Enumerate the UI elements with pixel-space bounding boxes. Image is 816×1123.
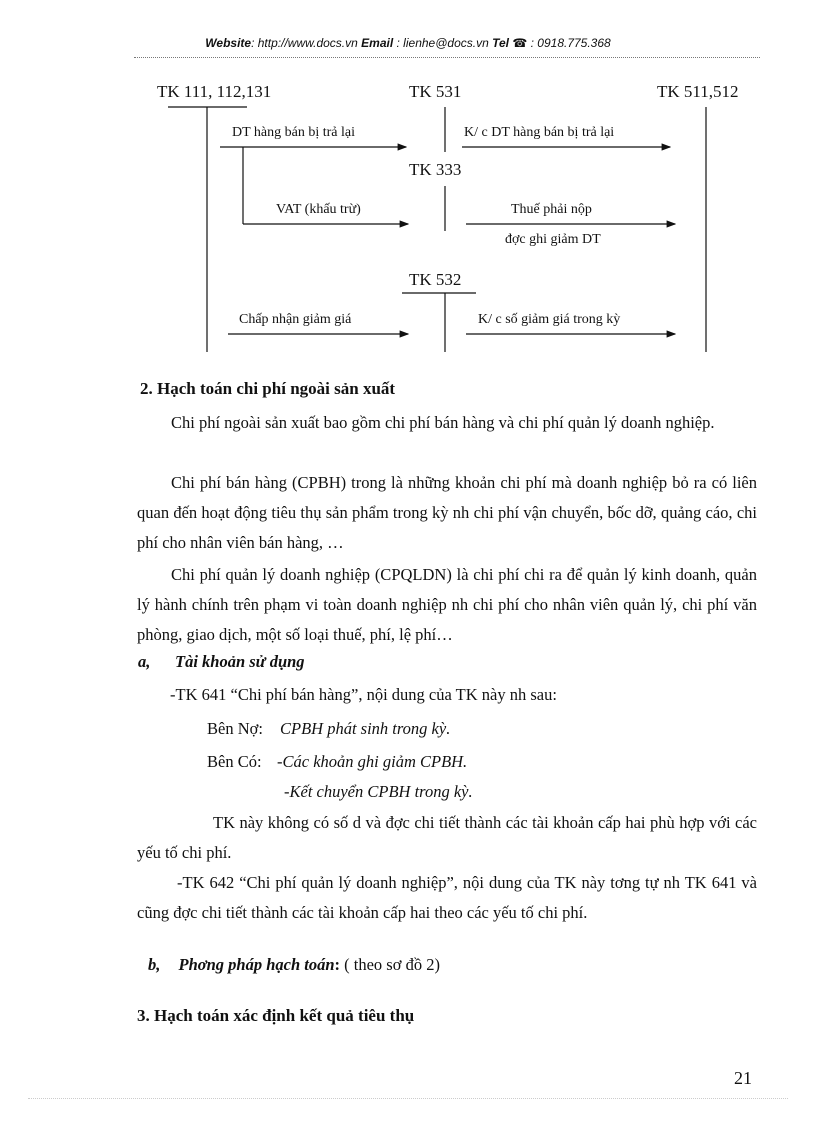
label-returned: DT hàng bán bị trả lại — [232, 125, 355, 140]
credit-label: Bên Có: — [207, 752, 262, 771]
label-transfer-returned: K/ c DT hàng bán bị trả lại — [464, 125, 615, 140]
label-vat: VAT (khấu trừ) — [276, 202, 361, 217]
account-tk111: TK 111, 112,131 — [157, 82, 272, 101]
website-value: : http://www.docs.vn — [251, 36, 358, 50]
paragraph-3 — [137, 560, 757, 650]
account-tk511: TK 511,512 — [657, 82, 739, 101]
email-value: : lienhe@docs.vn — [396, 36, 489, 50]
account-tk333: TK 333 — [409, 160, 462, 179]
subsection-b-label: b, — [148, 955, 161, 974]
website-label: Website — [205, 36, 252, 50]
paragraph-5 — [137, 868, 757, 928]
tel-label: Tel — [492, 36, 509, 50]
credit-value-1: -Các khoản ghi giảm CPBH. — [277, 752, 468, 771]
accounting-diagram — [0, 0, 816, 370]
label-transfer-discount: K/ c số giảm giá trong kỳ — [478, 312, 621, 327]
debit-label: Bên Nợ: — [207, 719, 263, 738]
paragraph-2 — [137, 468, 757, 558]
label-discount: Chấp nhận giảm giá — [239, 312, 352, 327]
email-label: Email — [361, 36, 394, 50]
label-tax-payable: Thuế phải nộp — [511, 202, 592, 217]
paragraph-1-text: Chi phí ngoài sản xuất bao gồm chi phí bán hàng và chi phí quản lý doanh nghiệp. — [171, 413, 715, 432]
subsection-a-title: Tài khoản sử dụng — [175, 652, 305, 671]
paragraph-1 — [137, 408, 757, 438]
subsection-b-note: ( theo sơ đồ 2) — [344, 955, 440, 974]
subsection-b — [148, 955, 440, 975]
account-tk531: TK 531 — [409, 82, 462, 101]
paragraph-4-text: TK này không có số d và đợc chi tiết thành các tài khoản cấp hai phù hợp với các yếu tố chi phí. — [137, 813, 757, 862]
label-tax-reduce: đợc ghi giảm DT — [505, 232, 601, 247]
section-3-title: 3. Hạch toán xác định kết quả tiêu thụ — [137, 1006, 415, 1025]
tk641-line: -TK 641 “Chi phí bán hàng”, nội dung của TK này nh sau: — [170, 685, 557, 704]
tel-value: ☎ : 0918.775.368 — [512, 36, 611, 50]
page-number: 21 — [734, 1068, 752, 1088]
subsection-b-colon: : — [334, 955, 341, 974]
footer-divider — [28, 1098, 788, 1099]
section-2-title: 2. Hạch toán chi phí ngoài sản xuất — [140, 379, 396, 398]
account-tk532: TK 532 — [409, 270, 462, 289]
credit-value-2: -Kết chuyển CPBH trong kỳ. — [284, 782, 473, 801]
subsection-a-label: a, — [138, 652, 151, 671]
paragraph-5-text: -TK 642 “Chi phí quản lý doanh nghiệp”, nội dung của TK này tơng tự nh TK 641 và cũng đợc chi tiết thành các tài khoản cấp hai theo các yếu tố chi phí. — [137, 873, 757, 922]
paragraph-2-text: Chi phí bán hàng (CPBH) trong là những khoản chi phí mà doanh nghiệp bỏ ra có liên quan đến hoạt động tiêu thụ sản phẩm trong kỳ nh chi phí vận chuyển, bốc dỡ, quảng cáo, chi phí cho nhân viên bán hàng, … — [137, 473, 757, 552]
debit-value: CPBH phát sinh trong kỳ. — [280, 719, 451, 738]
subsection-b-title: Phơng pháp hạch toán — [178, 955, 335, 974]
paragraph-4 — [137, 808, 757, 868]
paragraph-3-text: Chi phí quản lý doanh nghiệp (CPQLDN) là chi phí chi ra để quản lý kinh doanh, quản lý hành chính trên phạm vi toàn doanh nghiệp nh chi phí cho nhân viên quản lý, chi phí văn phòng, giao dịch, một số loại thuế, phí, lệ phí… — [137, 565, 757, 644]
